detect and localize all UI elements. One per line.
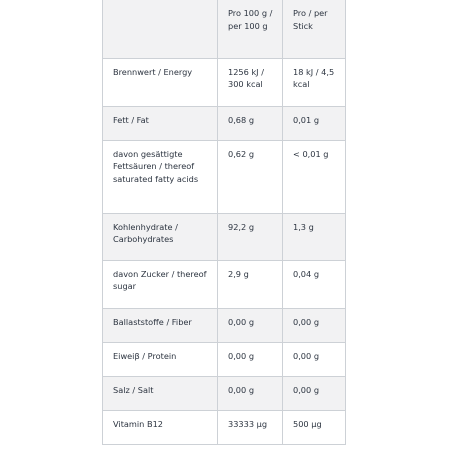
value-per-stick: 0,00 g	[283, 342, 346, 376]
table-row	[103, 410, 346, 444]
value-per-100g: 1256 kJ / 300 kcal	[218, 58, 283, 106]
header-cell-per-stick: Pro / per Stick	[283, 0, 346, 58]
nutrient-name: Brennwert / Energy	[103, 58, 218, 106]
nutrient-name: Ballaststoffe / Fiber	[103, 308, 218, 342]
table-row	[103, 376, 346, 410]
nutrient-name: Vitamin B12	[103, 410, 218, 444]
value-per-stick: 18 kJ / 4,5 kcal	[283, 58, 346, 106]
value-per-stick: 0,00 g	[283, 308, 346, 342]
nutrient-name: Fett / Fat	[103, 106, 218, 140]
value-per-100g: 33333 µg	[218, 410, 283, 444]
nutrient-name: davon Zucker / thereof sugar	[103, 260, 218, 308]
value-per-stick: 0,04 g	[283, 260, 346, 308]
table-row	[103, 342, 346, 376]
nutrient-name: Eiweiβ / Protein	[103, 342, 218, 376]
value-per-stick: 1,3 g	[283, 213, 346, 260]
value-per-stick: 0,01 g	[283, 106, 346, 140]
table-row	[103, 58, 346, 106]
value-per-100g: 0,00 g	[218, 342, 283, 376]
value-per-100g: 0,68 g	[218, 106, 283, 140]
table-row	[103, 308, 346, 342]
value-per-stick: 500 µg	[283, 410, 346, 444]
header-cell-name	[103, 0, 218, 58]
nutrient-name: Kohlenhydrate / Carbohydrates	[103, 213, 218, 260]
table-row	[103, 213, 346, 260]
header-cell-per-100g: Pro 100 g / per 100 g	[218, 0, 283, 58]
value-per-100g: 92,2 g	[218, 213, 283, 260]
nutrient-name: Salz / Salt	[103, 376, 218, 410]
table-row	[103, 260, 346, 308]
table-row	[103, 140, 346, 213]
table-row	[103, 106, 346, 140]
value-per-stick: 0,00 g	[283, 376, 346, 410]
nutrient-name: davon gesättigte Fettsäuren / thereof saturated fatty acids	[103, 140, 218, 213]
table-header-row	[103, 0, 346, 58]
nutrition-table	[102, 0, 346, 445]
value-per-100g: 2,9 g	[218, 260, 283, 308]
value-per-100g: 0,00 g	[218, 308, 283, 342]
value-per-stick: < 0,01 g	[283, 140, 346, 213]
value-per-100g: 0,62 g	[218, 140, 283, 213]
value-per-100g: 0,00 g	[218, 376, 283, 410]
